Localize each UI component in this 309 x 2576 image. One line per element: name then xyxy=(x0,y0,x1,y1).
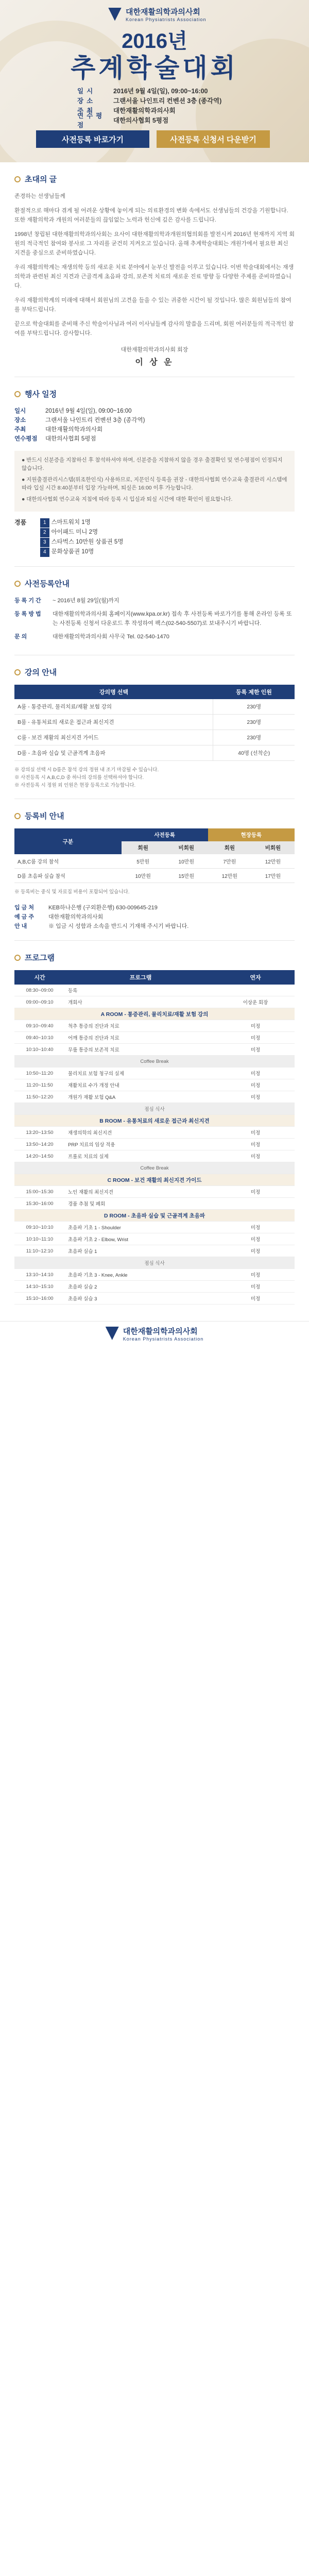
lecture-note: ※ 강의실 선택 시 D룸은 참석 강의 정원 내 조기 마감될 수 있습니다. xyxy=(14,767,159,773)
prize-label: 경품 xyxy=(14,519,27,526)
info-value: 대한의사협회 5평점 xyxy=(113,116,169,124)
lecture-header-limit: 등록 제한 인원 xyxy=(213,685,295,699)
program-time: 08:30~09:00 xyxy=(14,985,65,996)
lecture-name: A룸 - 통증관리, 물리치료/재활 보험 강의 xyxy=(14,699,213,715)
fee-value: 12만원 xyxy=(251,854,295,869)
table-row xyxy=(14,1186,295,1198)
program-topic: 초음파 실습 3 xyxy=(65,1293,216,1304)
registration-value: 대한재활의학과의사회 사무국 Tel. 02-540-1470 xyxy=(53,634,169,640)
program-speaker: 미정 xyxy=(216,1127,295,1139)
program-header-speaker: 연자 xyxy=(216,970,295,985)
registration-section xyxy=(14,567,295,655)
registration-key: 문 의 xyxy=(14,634,27,640)
program-speaker: 미정 xyxy=(216,1281,295,1293)
info-key: 주최 xyxy=(77,107,96,114)
program-room-row xyxy=(14,1174,295,1186)
fee-title-text: 등록비 안내 xyxy=(25,812,64,821)
registration-title xyxy=(14,578,295,589)
prize-text: 스타벅스 10만원 상품권 5명 xyxy=(51,539,124,545)
info-key: 장소 xyxy=(77,97,96,105)
greeting-paragraph: 우리 재활의학계의 미래에 대해서 회원님의 고견을 들을 수 있는 귀중한 시간이 될 것입니다. 많은 회원님들의 참여를 부탁드립니다. xyxy=(14,297,291,313)
program-break-label: Coffee Break xyxy=(14,1056,295,1067)
fee-value: 17만원 xyxy=(251,869,295,883)
prize-list xyxy=(40,518,123,557)
payment-row xyxy=(14,922,295,931)
program-room-row xyxy=(14,1115,295,1127)
program-break-label: 점심 식사 xyxy=(14,1257,295,1269)
fee-header-onsite: 현장등록 xyxy=(208,828,295,841)
program-topic: 어깨 통증의 진단과 치료 xyxy=(65,1032,216,1044)
info-value: 2016년 9월 4일(일), 09:00~16:00 xyxy=(113,87,208,95)
program-time: 10:10~10:40 xyxy=(14,1044,65,1056)
program-speaker: 미정 xyxy=(216,1233,295,1245)
program-time: 13:20~13:50 xyxy=(14,1127,65,1139)
table-row xyxy=(14,854,295,869)
greeting-body xyxy=(14,192,295,338)
prize-number: 3 xyxy=(40,538,49,547)
program-section xyxy=(14,941,295,1314)
table-row xyxy=(14,996,295,1008)
program-header-time: 시간 xyxy=(14,970,65,985)
fee-value: 10만원 xyxy=(122,869,165,883)
table-row xyxy=(14,1032,295,1044)
fee-value: 12만원 xyxy=(208,869,251,883)
fee-sub-header: 회원 xyxy=(122,841,165,854)
footer xyxy=(0,1321,309,1345)
program-room-label: A ROOM - 통증관리, 물리치료/재활 보험 강의 xyxy=(14,1008,295,1020)
table-row xyxy=(14,1198,295,1210)
table-row xyxy=(14,1233,295,1245)
program-speaker: 미정 xyxy=(216,1067,295,1079)
payment-row xyxy=(14,912,295,922)
program-speaker: 미정 xyxy=(216,1150,295,1162)
logo xyxy=(108,6,207,22)
lecture-table xyxy=(14,685,295,761)
table-row xyxy=(14,1044,295,1056)
section-dot-icon xyxy=(14,813,21,819)
program-room-row xyxy=(14,1008,295,1020)
program-topic: PRP 치료의 임상 적용 xyxy=(65,1139,216,1150)
program-break-row xyxy=(14,1103,295,1115)
program-break-label: Coffee Break xyxy=(14,1162,295,1174)
program-topic: 척추 통증의 진단과 치료 xyxy=(65,1020,216,1032)
header-buttons xyxy=(36,130,270,148)
payment-value: ※ 입금 시 성함과 소속을 반드시 기재해 주시기 바랍니다. xyxy=(48,923,189,929)
program-topic: 초음파 기초 2 - Elbow, Wrist xyxy=(65,1233,216,1245)
info-key: 연수평점 xyxy=(77,112,106,129)
program-room-label: C ROOM - 보건 재활의 최신지견 가이드 xyxy=(14,1174,295,1186)
program-topic: 무릎 통증의 보존적 치료 xyxy=(65,1044,216,1056)
greeting-paragraph: 우리 재활의학계는 재생의학 등의 새로운 치료 분야에서 눈부신 발전을 이루고 있습니다. 이번 학술대회에서는 재생의학과 관련된 최신 지견과 근골격계 초음파 강의, 보존적 치료의 새로운 진료 방향 등 다양한 주제를 준비하였습니다. xyxy=(14,264,294,289)
section-dot-icon xyxy=(14,955,21,961)
program-room-label: B ROOM - 유통처료의 새로운 접근과 최신지견 xyxy=(14,1115,295,1127)
fee-sub-header: 비회원 xyxy=(165,841,208,854)
sign-org: 대한재활의학과의사회 회장 xyxy=(121,347,188,353)
program-break-row xyxy=(14,1257,295,1269)
lecture-name: D룸 - 초음파 실습 및 근골격계 초음파 xyxy=(14,745,213,761)
prize-item xyxy=(40,537,123,547)
table-row xyxy=(14,1293,295,1304)
prize-number: 1 xyxy=(40,518,49,528)
table-row xyxy=(14,1222,295,1233)
program-title xyxy=(14,952,295,963)
prize-block xyxy=(14,518,295,557)
payment-key: 예 금 주 xyxy=(14,914,34,920)
overview-value: 대한재활의학과의사회 xyxy=(45,427,103,433)
fee-sub-header: 회원 xyxy=(208,841,251,854)
program-topic: 프롤로 치료의 실제 xyxy=(65,1150,216,1162)
section-dot-icon xyxy=(14,669,21,675)
table-row xyxy=(14,1245,295,1257)
table-row xyxy=(14,1139,295,1150)
lecture-note: ※ 사전등록 시 정원 외 인원은 현장 등록으로 가능합니다. xyxy=(14,783,136,788)
program-topic: 물리치료 보험 청구의 실제 xyxy=(65,1067,216,1079)
table-row xyxy=(14,1067,295,1079)
program-topic: 경품 추첨 및 폐회 xyxy=(65,1198,216,1210)
logo-name-en: Korean Physiatrists Association xyxy=(126,17,207,22)
greeting-paragraph: 존경하는 선생님들께 xyxy=(14,193,65,199)
payment-key: 입 금 처 xyxy=(14,905,34,911)
prize-number: 2 xyxy=(40,528,49,537)
fee-value: 10만원 xyxy=(165,854,208,869)
fee-label: A,B,C룸 강의 참석 xyxy=(14,854,122,869)
table-row xyxy=(14,985,295,996)
registration-rows xyxy=(14,596,295,641)
footer-org: 대한재활의학과의사회 xyxy=(123,1327,198,1336)
table-row xyxy=(14,730,295,745)
payment-value: KEB하나은행 (구외환은행) 630-009645-219 xyxy=(48,905,158,911)
overview-row xyxy=(14,406,295,416)
program-time: 13:50~14:20 xyxy=(14,1139,65,1150)
payment-row xyxy=(14,903,295,912)
program-time: 09:10~09:40 xyxy=(14,1020,65,1032)
table-row xyxy=(14,745,295,761)
program-topic: 초음파 기초 3 - Knee, Ankle xyxy=(65,1269,216,1281)
lecture-title-text: 강의 안내 xyxy=(25,668,57,677)
overview-row xyxy=(14,425,295,434)
program-time: 15:30~16:00 xyxy=(14,1198,65,1210)
greeting-paragraph: 끝으로 학술대회를 준비해 주신 학술이사님과 여러 이사님들께 감사의 말씀을 드리며, 회원 여러분들의 적극적인 참여를 부탁드립니다. 감사합니다. xyxy=(14,321,294,336)
section-dot-icon xyxy=(14,391,21,397)
table-row xyxy=(14,715,295,730)
table-row xyxy=(14,1281,295,1293)
event-info xyxy=(77,86,222,129)
lecture-note: ※ 사전등록 시 A,B,C,D 중 하나의 강의를 선택하셔야 합니다. xyxy=(14,775,144,781)
lecture-header-name: 강의명 선택 xyxy=(14,685,213,699)
program-topic: 재활치료 수가 개정 안내 xyxy=(65,1079,216,1091)
greeting-paragraph: 환절적으로 해마다 겪게 될 어려운 상황에 놓이게 되는 의료환경의 변화 속에서도 선생님들의 건강을 기원합니다. 또한 재활의학과 개원의 여러분들의 끊임없는 노력과 헌신에 깊은 감사를 드립니다. xyxy=(14,208,288,223)
program-speaker: 미정 xyxy=(216,1222,295,1233)
program-title-text: 프로그램 xyxy=(25,954,55,962)
program-speaker: 미정 xyxy=(216,1044,295,1056)
payment-value: 대한재활의학과의사회 xyxy=(48,914,104,920)
overview-key: 연수평점 xyxy=(14,436,38,442)
program-time: 09:10~10:10 xyxy=(14,1222,65,1233)
program-table xyxy=(14,970,295,1304)
info-row xyxy=(77,86,221,95)
program-topic: 노인 재활의 최신지견 xyxy=(65,1186,216,1198)
program-topic: 초음파 기초 1 - Shoulder xyxy=(65,1222,216,1233)
fee-table xyxy=(14,828,295,883)
logo-icon xyxy=(108,8,122,21)
program-speaker xyxy=(216,1198,295,1210)
info-row xyxy=(77,95,221,105)
payment-info xyxy=(14,903,295,931)
program-speaker: 미정 xyxy=(216,1269,295,1281)
lecture-limit: 230명 xyxy=(213,699,295,715)
prize-text: 아이패드 미니 2명 xyxy=(51,529,98,535)
fee-header-pre: 사전등록 xyxy=(122,828,208,841)
registration-key: 등 록 기 간 xyxy=(14,598,41,604)
lecture-limit: 230명 xyxy=(213,715,295,730)
program-speaker: 미정 xyxy=(216,1293,295,1304)
fee-section xyxy=(14,799,295,941)
table-row xyxy=(14,699,295,715)
program-break-label: 점심 식사 xyxy=(14,1103,295,1115)
lecture-notes xyxy=(14,766,295,789)
table-row xyxy=(14,1091,295,1103)
fee-label: D룸 초음파 실습 참석 xyxy=(14,869,122,883)
prize-text: 문화상품권 10명 xyxy=(51,549,94,555)
overview-row xyxy=(14,434,295,444)
overview-row xyxy=(14,416,295,425)
lecture-name: C룸 - 보건 재활의 최신지견 가이드 xyxy=(14,730,213,745)
program-time: 11:50~12:20 xyxy=(14,1091,65,1103)
prize-number: 4 xyxy=(40,548,49,557)
event-title: 추계학술대회 xyxy=(71,54,238,82)
registration-key: 등 록 방 법 xyxy=(14,611,41,617)
registration-row xyxy=(14,609,295,628)
overview-value: 대한의사협회 5평점 xyxy=(45,436,96,442)
greeting-section xyxy=(14,162,295,377)
greeting-title xyxy=(14,174,295,184)
overview-key: 주최 xyxy=(14,427,26,433)
prize-item xyxy=(40,528,123,537)
lecture-limit: 230명 xyxy=(213,730,295,745)
overview-note: ● 지원출결관리시스템(위조한인식) 사용하므로, 지문인식 등록을 권장 - 대한의사협회 연수교육 출결관리 시스템에 따라 입실 시간 8:40분부터 입장 가능하며, 퇴실은 16:00 이후 가능합니다. xyxy=(22,477,287,491)
program-time: 10:10~11:10 xyxy=(14,1233,65,1245)
info-row xyxy=(77,112,221,129)
overview-rows xyxy=(14,406,295,444)
payment-key: 안 내 xyxy=(14,923,27,929)
lecture-limit: 40명 (선착순) xyxy=(213,745,295,761)
program-time: 11:20~11:50 xyxy=(14,1079,65,1091)
registration-value: 대한재활의학과의사회 홈페이지(www.kpa.or.kr) 접속 후 사전등록 바로가기를 통해 온라인 등록 또는 사전등록 신청서 다운로드 후 작성하여 팩스(02-540-5507)로 보내주시기 바랍니다. xyxy=(53,611,292,626)
fee-sub-header: 비회원 xyxy=(251,841,295,854)
program-speaker: 미정 xyxy=(216,1032,295,1044)
program-topic: 초음파 실습 2 xyxy=(65,1281,216,1293)
overview-key: 일시 xyxy=(14,408,26,414)
greeting-title-text: 초대의 글 xyxy=(25,175,57,184)
program-time: 14:20~14:50 xyxy=(14,1150,65,1162)
fee-title xyxy=(14,810,295,821)
greeting-paragraph: 1998년 창립된 대한재활의학과의사회는 요사이 대한재활의학과개원의협의회를 발전시켜 2016년 현재까지 지역 회원의 적극적인 참여와 봉사로 그 자리를 굳건히 지켜오고 있습니다. 올해 추계학술대회는 개원가에서 필요한 최신 지견을 중심으로 준비하였습니다. xyxy=(14,231,295,256)
program-time: 14:10~15:10 xyxy=(14,1281,65,1293)
program-time: 10:50~11:20 xyxy=(14,1067,65,1079)
event-year: 2016년 xyxy=(122,30,187,53)
overview-value: 2016년 9월 4일(일), 09:00~16:00 xyxy=(45,408,132,414)
fee-note: ※ 등록비는 중식 및 자료집 비용이 포함되어 있습니다. xyxy=(14,889,130,895)
footer-org-en: Korean Physiatrists Association xyxy=(123,1336,204,1342)
table-row xyxy=(14,1079,295,1091)
program-topic: 개원가 재활 보험 Q&A xyxy=(65,1091,216,1103)
registration-row xyxy=(14,596,295,605)
info-value: 대한재활의학과의사회 xyxy=(113,107,176,114)
lecture-name: B룸 - 유통처료의 새로운 접근과 최신지견 xyxy=(14,715,213,730)
fee-header-type: 구분 xyxy=(14,828,122,854)
footer-logo-icon xyxy=(106,1327,119,1340)
prize-text: 스마트워치 1명 xyxy=(51,519,91,526)
download-form-button[interactable]: 사전등록 신청서 다운받기 xyxy=(157,130,270,148)
program-speaker: 이상운 회장 xyxy=(216,996,295,1008)
lecture-section xyxy=(14,655,295,799)
overview-key: 장소 xyxy=(14,417,26,423)
prize-item xyxy=(40,518,123,528)
program-time: 15:10~16:00 xyxy=(14,1293,65,1304)
fee-value: 15만원 xyxy=(165,869,208,883)
program-speaker: 미정 xyxy=(216,1139,295,1150)
table-row xyxy=(14,1269,295,1281)
lecture-title xyxy=(14,667,295,677)
fee-value: 7만원 xyxy=(208,854,251,869)
overview-title xyxy=(14,388,295,399)
program-time: 13:10~14:10 xyxy=(14,1269,65,1281)
prize-item xyxy=(40,547,123,557)
program-break-row xyxy=(14,1162,295,1174)
logo-name-ko: 대한재활의학과의사회 xyxy=(126,8,200,16)
program-speaker: 미정 xyxy=(216,1079,295,1091)
program-topic: 재생의학의 최신지견 xyxy=(65,1127,216,1139)
registration-row xyxy=(14,632,295,641)
program-topic: 초음파 실습 1 xyxy=(65,1245,216,1257)
header-banner xyxy=(0,0,309,162)
sign-name: 이 상 운 xyxy=(135,358,174,367)
program-room-label: D ROOM - 초음파 실습 및 근골격계 초음파 xyxy=(14,1210,295,1222)
program-time: 09:00~09:10 xyxy=(14,996,65,1008)
registration-title-text: 사전등록안내 xyxy=(25,580,70,588)
overview-note: ● 대한의사협회 연수교육 지침에 따라 등록 시 입실과 퇴실 시간에 대한 확인이 필요합니다. xyxy=(22,496,233,502)
program-time: 09:40~10:10 xyxy=(14,1032,65,1044)
program-time: 15:00~15:30 xyxy=(14,1186,65,1198)
overview-title-text: 행사 일정 xyxy=(25,390,57,399)
section-dot-icon xyxy=(14,176,21,182)
registration-value: ~ 2016년 8월 29일(월)까지 xyxy=(53,598,119,604)
info-value: 그랜서울 나인트리 컨벤션 3층 (종각역) xyxy=(113,97,222,105)
overview-section xyxy=(14,377,295,567)
program-speaker xyxy=(216,985,295,996)
overview-notes xyxy=(14,451,295,512)
table-row xyxy=(14,1127,295,1139)
info-key: 일시 xyxy=(77,87,96,95)
program-header-topic: 프로그램 xyxy=(65,970,216,985)
table-row xyxy=(14,1020,295,1032)
program-room-row xyxy=(14,1210,295,1222)
table-row xyxy=(14,869,295,883)
program-break-row xyxy=(14,1056,295,1067)
program-speaker: 미정 xyxy=(216,1091,295,1103)
section-dot-icon xyxy=(14,581,21,587)
program-speaker: 미정 xyxy=(216,1245,295,1257)
overview-value: 그랜서울 나인트리 컨벤션 3층 (종각역) xyxy=(45,417,145,423)
register-online-button[interactable]: 사전등록 바로가기 xyxy=(36,130,149,148)
overview-note: ● 반드시 신분증을 지참하신 후 참석하셔야 하며, 신분증을 지참하지 않을 경우 출결확인 및 연수평점이 인정되지 않습니다. xyxy=(22,457,283,471)
program-topic: 개회사 xyxy=(65,996,216,1008)
program-topic: 등록 xyxy=(65,985,216,996)
program-speaker: 미정 xyxy=(216,1020,295,1032)
program-speaker: 미정 xyxy=(216,1186,295,1198)
program-time: 11:10~12:10 xyxy=(14,1245,65,1257)
fee-value: 5만원 xyxy=(122,854,165,869)
table-row xyxy=(14,1150,295,1162)
